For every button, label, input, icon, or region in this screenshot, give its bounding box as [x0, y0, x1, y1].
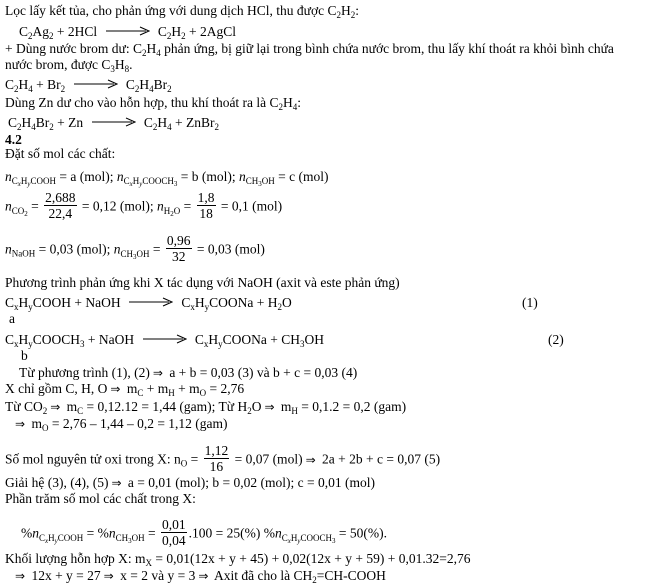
text: H: [146, 41, 157, 56]
text: O: [173, 205, 181, 216]
reaction-arrow-icon: [92, 117, 136, 127]
text: n: [157, 198, 164, 214]
subscript: 4: [31, 122, 36, 132]
fraction: [204, 443, 230, 474]
text: =: [180, 198, 195, 214]
subscript: H: [291, 406, 298, 416]
text: a + b = 0,03 (3) và b + c = 0,03 (4): [165, 365, 358, 380]
text: H: [18, 295, 29, 310]
text: H: [18, 332, 29, 347]
numerator: 1,12: [204, 443, 229, 458]
text: COONa + H: [209, 295, 278, 310]
text: C: [39, 532, 46, 543]
subscript: x: [17, 180, 21, 188]
fraction: [161, 517, 187, 548]
denominator: 32: [171, 249, 186, 264]
text: + ZnBr: [171, 115, 215, 130]
text: Br: [35, 115, 50, 130]
text: n: [116, 169, 124, 184]
text: =: [187, 451, 202, 467]
subscript: 2: [24, 209, 28, 218]
text: Số mol nguyên tử oxi trong X: n: [5, 451, 181, 467]
subscript: 2: [277, 302, 282, 312]
text: H: [48, 532, 55, 543]
text: C: [194, 332, 204, 347]
text: H: [21, 115, 32, 130]
text: C: [125, 77, 135, 92]
numerator: 0,96: [166, 233, 191, 248]
text: %: [21, 525, 33, 541]
line-from-equations: [19, 365, 357, 381]
line-mass-mixture: [5, 551, 471, 566]
text: :: [355, 3, 359, 18]
subscript: X: [145, 558, 152, 568]
subscript: 4: [167, 122, 172, 132]
text: n: [5, 241, 12, 257]
section-heading: 4.2: [5, 132, 22, 147]
subscript: 2: [28, 31, 33, 41]
subscript: x: [203, 339, 209, 349]
text: m: [123, 381, 138, 396]
implies-icon: ⇒: [103, 569, 114, 583]
subscript: NaOH: [11, 248, 36, 259]
text: n: [5, 198, 12, 214]
fraction: [166, 233, 192, 264]
subscript: y: [28, 339, 33, 349]
text: Từ CO: [5, 399, 43, 414]
text: CH: [120, 248, 133, 259]
equation-c2h4br2-zn: [8, 115, 219, 130]
equation-number: (2): [548, 332, 564, 347]
text: = a (mol);: [56, 169, 117, 184]
line-mass-o: [12, 416, 228, 432]
text: = 2,76 – 1,44 – 0,2 = 1,12 (gam): [48, 416, 228, 431]
text: COOH: [30, 176, 56, 186]
line-mass-c-h: [5, 399, 406, 415]
text: C: [143, 115, 153, 130]
equation-2: [5, 332, 324, 347]
text: C: [281, 532, 288, 543]
text: C: [123, 176, 130, 186]
text: m: [277, 399, 292, 414]
subscript: 2: [214, 122, 220, 132]
subscript: 2: [170, 209, 174, 218]
text: Lọc lấy kết tủa, cho phản ứng với dung dịch HCl, thu được C: [5, 3, 337, 18]
equation-c2h4-br2: [5, 77, 172, 92]
text: n: [238, 169, 246, 184]
subscript: 4: [149, 84, 154, 94]
moles-co2-h2o: [5, 192, 282, 223]
reaction-arrow-icon: [143, 334, 187, 344]
text: + Zn: [53, 115, 84, 130]
text: H: [163, 205, 171, 216]
reaction-arrow-icon: [129, 297, 173, 307]
text: + m: [174, 381, 200, 396]
subscript: 3: [258, 180, 262, 188]
text: a = 0,01 (mol); b = 0,02 (mol); c = 0,01 (mol): [124, 475, 375, 490]
text: + NaOH: [84, 332, 135, 347]
text: Br: [153, 77, 168, 92]
text: =: [149, 241, 164, 257]
text: 12x + y = 27: [28, 568, 101, 583]
text: = 0,12 (mol);: [78, 198, 157, 214]
text: Ag: [32, 24, 50, 39]
subscript: 4: [156, 48, 161, 58]
text: = 0,03 (mol): [193, 241, 265, 257]
subscript: y: [204, 302, 210, 312]
text: H: [171, 24, 182, 39]
text: n: [113, 241, 121, 257]
text: + 2AgCl: [185, 24, 237, 39]
text: C: [5, 77, 15, 92]
text: =: [27, 198, 43, 214]
line-solve-system: [5, 475, 375, 491]
subscript: 3: [173, 180, 178, 188]
text: = 0,01(12x + y + 45) + 0,02(12x + y + 59) + 0,01.32=2,76: [151, 551, 471, 566]
text: m: [28, 416, 42, 431]
text: H: [20, 176, 28, 186]
subscript: 4: [28, 84, 33, 94]
text: = 0,1.2 = 0,2 (gam): [297, 399, 407, 414]
numerator: 0,01: [162, 517, 186, 532]
text: = 0,07 (mol): [231, 451, 303, 467]
subscript: 2: [350, 10, 356, 20]
text: X chỉ gồm C, H, O: [5, 381, 108, 396]
denominator: 16: [209, 459, 224, 474]
text: OH: [261, 176, 275, 186]
subscript: H: [168, 388, 175, 398]
implies-icon: ⇒: [152, 366, 163, 380]
text: H: [340, 3, 351, 18]
subscript: 2: [60, 84, 66, 94]
fraction: [44, 190, 76, 221]
text: C: [5, 295, 15, 310]
implies-icon: ⇒: [110, 382, 121, 396]
subscript: y: [297, 536, 301, 545]
subscript: 2: [166, 31, 172, 41]
text: H: [283, 95, 293, 110]
text: = c (mol): [274, 169, 329, 184]
text: %: [263, 525, 275, 541]
text: H: [139, 77, 150, 92]
text: O: [282, 295, 292, 310]
subscript: 3: [332, 536, 336, 545]
line-bromine-water-cont: [5, 57, 133, 72]
subscript: 2: [278, 102, 284, 112]
text: + 2HCl: [53, 24, 98, 39]
mole-definitions: [5, 169, 329, 188]
text: + Br: [32, 77, 61, 92]
subscript: O: [41, 423, 49, 433]
text: Giải hệ (3), (4), (5): [5, 475, 109, 490]
mole-label-a: a: [9, 311, 15, 326]
text: COOCH: [32, 332, 81, 347]
subscript: 2: [142, 48, 147, 58]
text: Khối lượng hỗn hợp X: m: [5, 551, 146, 566]
subscript: x: [287, 536, 291, 545]
text: H: [208, 332, 219, 347]
subscript: 2: [134, 84, 140, 94]
line-zinc: [5, 95, 301, 110]
text: n: [275, 525, 282, 541]
subscript: C: [137, 388, 144, 398]
implies-icon: ⇒: [15, 417, 26, 431]
subscript: 2: [167, 84, 172, 94]
subscript: 8: [124, 64, 130, 74]
denominator: 0,04: [162, 533, 186, 548]
text: = 0,03 (mol);: [35, 241, 114, 257]
subscript: y: [218, 339, 223, 349]
text: C: [11, 176, 18, 186]
text: m: [63, 399, 78, 414]
line-set-moles: Đặt số mol các chất:: [5, 146, 116, 161]
text: =: [144, 525, 160, 541]
subscript: 2: [42, 406, 48, 416]
subscript: 2: [336, 10, 341, 20]
text: =: [83, 525, 98, 541]
text: :: [297, 95, 302, 110]
subscript: x: [14, 339, 19, 349]
text: OH: [131, 532, 145, 543]
line-moles-oxygen: [5, 445, 440, 476]
line-mass-x: [5, 381, 244, 397]
text: COOCH: [142, 176, 174, 186]
fraction: [197, 190, 216, 221]
text: CH: [245, 176, 259, 186]
implies-icon: ⇒: [111, 476, 122, 490]
text: H: [114, 57, 125, 72]
mole-label-b: b: [21, 348, 28, 363]
text: phản ứng, bị giữ lại trong bình chứa nước brom, thu lấy khí thoát ra khỏi bình chứa: [160, 41, 614, 56]
text: C: [157, 24, 167, 39]
subscript: O: [199, 388, 207, 398]
text: C: [8, 115, 18, 130]
text: C: [5, 332, 15, 347]
text: Từ phương trình (1), (2): [19, 365, 150, 380]
text: = b (mol);: [177, 169, 239, 184]
subscript: 3: [128, 536, 132, 545]
text: Axit đã cho là CH: [211, 568, 313, 583]
text: nước brom, được C: [5, 57, 111, 72]
text: H: [157, 115, 168, 130]
text: =CH-COOH: [316, 568, 386, 583]
subscript: 3: [110, 64, 115, 74]
numerator: 2,688: [45, 190, 76, 205]
subscript: O: [180, 458, 188, 469]
text: CH: [115, 532, 129, 543]
text: COOH + NaOH: [32, 295, 121, 310]
text: OH: [304, 332, 325, 347]
text: .: [129, 57, 133, 72]
text: .100 = 25(%): [188, 525, 264, 541]
text: COOH: [57, 532, 84, 543]
text: x = 2 và y = 3: [116, 568, 196, 583]
equation-number: (1): [522, 295, 538, 310]
text: = 50(%).: [335, 525, 387, 541]
implies-icon: ⇒: [50, 400, 61, 414]
implies-icon: ⇒: [15, 569, 26, 583]
implies-icon: ⇒: [198, 569, 209, 583]
text: n: [32, 525, 39, 541]
subscript: y: [139, 180, 143, 188]
subscript: y: [28, 302, 33, 312]
text: H: [290, 532, 298, 543]
reaction-arrow-icon: [74, 79, 118, 89]
text: COONa + CH: [222, 332, 301, 347]
subscript: 2: [17, 122, 22, 132]
subscript: 2: [312, 575, 317, 585]
subscript: 3: [300, 339, 305, 349]
text: C: [181, 295, 191, 310]
text: OH: [136, 248, 150, 259]
line-bromine-water: [5, 41, 614, 56]
denominator: 18: [199, 206, 213, 221]
subscript: C: [77, 406, 84, 416]
line-conclusion: [12, 568, 386, 584]
subscript: x: [45, 536, 49, 545]
subscript: x: [190, 302, 195, 312]
text: H: [18, 77, 29, 92]
text: n: [108, 525, 116, 541]
text: 2a + 2b + c = 0,07 (5): [318, 451, 441, 467]
subscript: 3: [133, 252, 137, 261]
subscript: 2: [49, 122, 54, 132]
line-percent-intro: Phần trăm số mol các chất trong X:: [5, 491, 196, 506]
text: COOCH: [300, 532, 332, 543]
text: = 0,12.12 = 1,44 (gam); Từ H: [83, 399, 248, 414]
numerator: 1,8: [197, 190, 215, 205]
text: = 2,76: [206, 381, 245, 396]
subscript: 4: [292, 102, 298, 112]
text: = 0,1 (mol): [217, 198, 283, 214]
implies-icon: ⇒: [305, 452, 316, 467]
subscript: 2: [14, 84, 19, 94]
denominator: 22,4: [48, 206, 73, 221]
text: H: [194, 295, 205, 310]
line-reaction-intro: Phương trình phản ứng khi X tác dụng với NaOH (axit và este phản ứng): [5, 275, 400, 290]
text: H: [132, 176, 140, 186]
text: %: [97, 525, 109, 541]
subscript: x: [129, 180, 133, 188]
equation-ag2c2-hcl: [19, 24, 236, 39]
subscript: y: [54, 536, 58, 545]
text: n: [5, 169, 12, 184]
text: + m: [143, 381, 169, 396]
line-percent-calc: [21, 519, 387, 550]
subscript: x: [14, 302, 19, 312]
subscript: y: [27, 180, 31, 188]
text: O: [251, 399, 262, 414]
subscript: 3: [80, 339, 85, 349]
moles-naoh-ch3oh: [5, 235, 265, 266]
subscript: 2: [181, 31, 186, 41]
text: + Dùng nước brom dư: C: [5, 41, 143, 56]
reaction-arrow-icon: [106, 26, 150, 36]
equation-1: [5, 295, 292, 310]
implies-icon: ⇒: [264, 400, 275, 414]
subscript: 2: [247, 406, 252, 416]
text: C: [19, 24, 29, 39]
subscript: 2: [49, 31, 54, 41]
line-filter-precipitate: [5, 3, 359, 18]
text: Dùng Zn dư cho vào hỗn hợp, thu khí thoát ra là C: [5, 95, 279, 110]
text: CO: [11, 205, 25, 216]
subscript: 2: [152, 122, 158, 132]
